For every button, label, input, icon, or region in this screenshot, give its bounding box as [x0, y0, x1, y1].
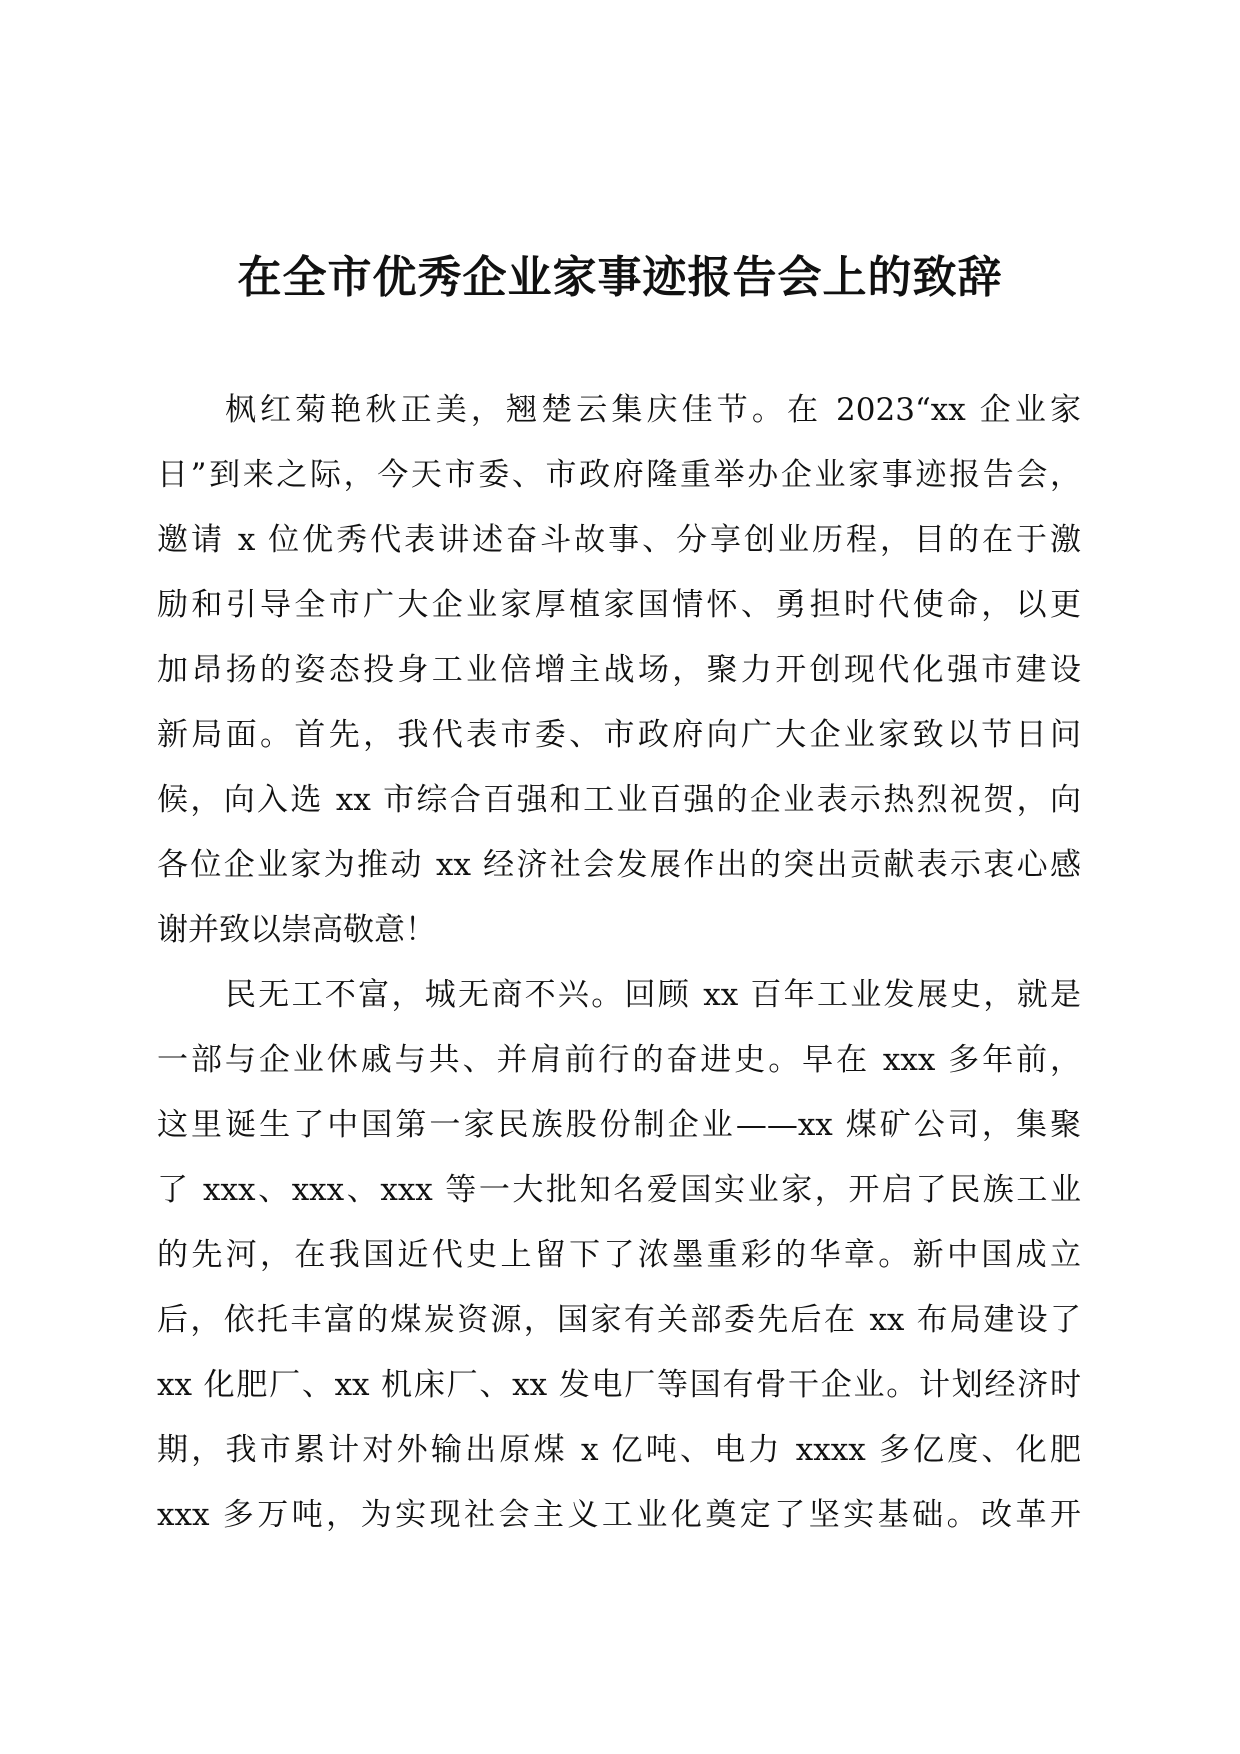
text-line: 加昂扬的姿态投身工业倍增主战场，聚力开创现代化强市建设: [157, 652, 1081, 688]
document-body: [157, 378, 1081, 1548]
text-line: 励和引导全市广大企业家厚植家国情怀、勇担时代使命，以更: [157, 587, 1081, 623]
text-line: 谢并致以崇高敬意！: [157, 912, 436, 948]
document-title: 在全市优秀企业家事迹报告会上的致辞: [237, 252, 1003, 303]
text-line: 的先河，在我国近代史上留下了浓墨重彩的华章。新中国成立: [157, 1237, 1081, 1273]
text-line: 期，我市累计对外输出原煤 x 亿吨、电力 xxxx 多亿度、化肥: [157, 1432, 1081, 1468]
text-line: 新局面。首先，我代表市委、市政府向广大企业家致以节日问: [157, 717, 1081, 753]
text-line: xxx 多万吨，为实现社会主义工业化奠定了坚实基础。改革开: [157, 1497, 1081, 1533]
text-line: 后，依托丰富的煤炭资源，国家有关部委先后在 xx 布局建设了: [157, 1302, 1081, 1338]
text-line: 各位企业家为推动 xx 经济社会发展作出的突出贡献表示衷心感: [157, 847, 1081, 883]
text-line: xx 化肥厂、xx 机床厂、xx 发电厂等国有骨干企业。计划经济时: [157, 1367, 1081, 1403]
text-line: 这里诞生了中国第一家民族股份制企业——xx 煤矿公司，集聚: [157, 1107, 1081, 1143]
text-line: 枫红菊艳秋正美，翘楚云集庆佳节。在 2023“xx 企业家: [225, 392, 1081, 428]
text-line: 民无工不富，城无商不兴。回顾 xx 百年工业发展史，就是: [225, 977, 1081, 1013]
text-line: 了 xxx、xxx、xxx 等一大批知名爱国实业家，开启了民族工业: [157, 1172, 1081, 1208]
text-line: 邀请 x 位优秀代表讲述奋斗故事、分享创业历程，目的在于激: [157, 522, 1081, 558]
text-line: 一部与企业休戚与共、并肩前行的奋进史。早在 xxx 多年前，: [157, 1042, 1081, 1078]
text-line: 日”到来之际，今天市委、市政府隆重举办企业家事迹报告会，: [157, 457, 1081, 493]
text-line: 候，向入选 xx 市综合百强和工业百强的企业表示热烈祝贺，向: [157, 782, 1081, 818]
paragraph-1: [157, 378, 1081, 963]
paragraph-2: [157, 963, 1081, 1548]
